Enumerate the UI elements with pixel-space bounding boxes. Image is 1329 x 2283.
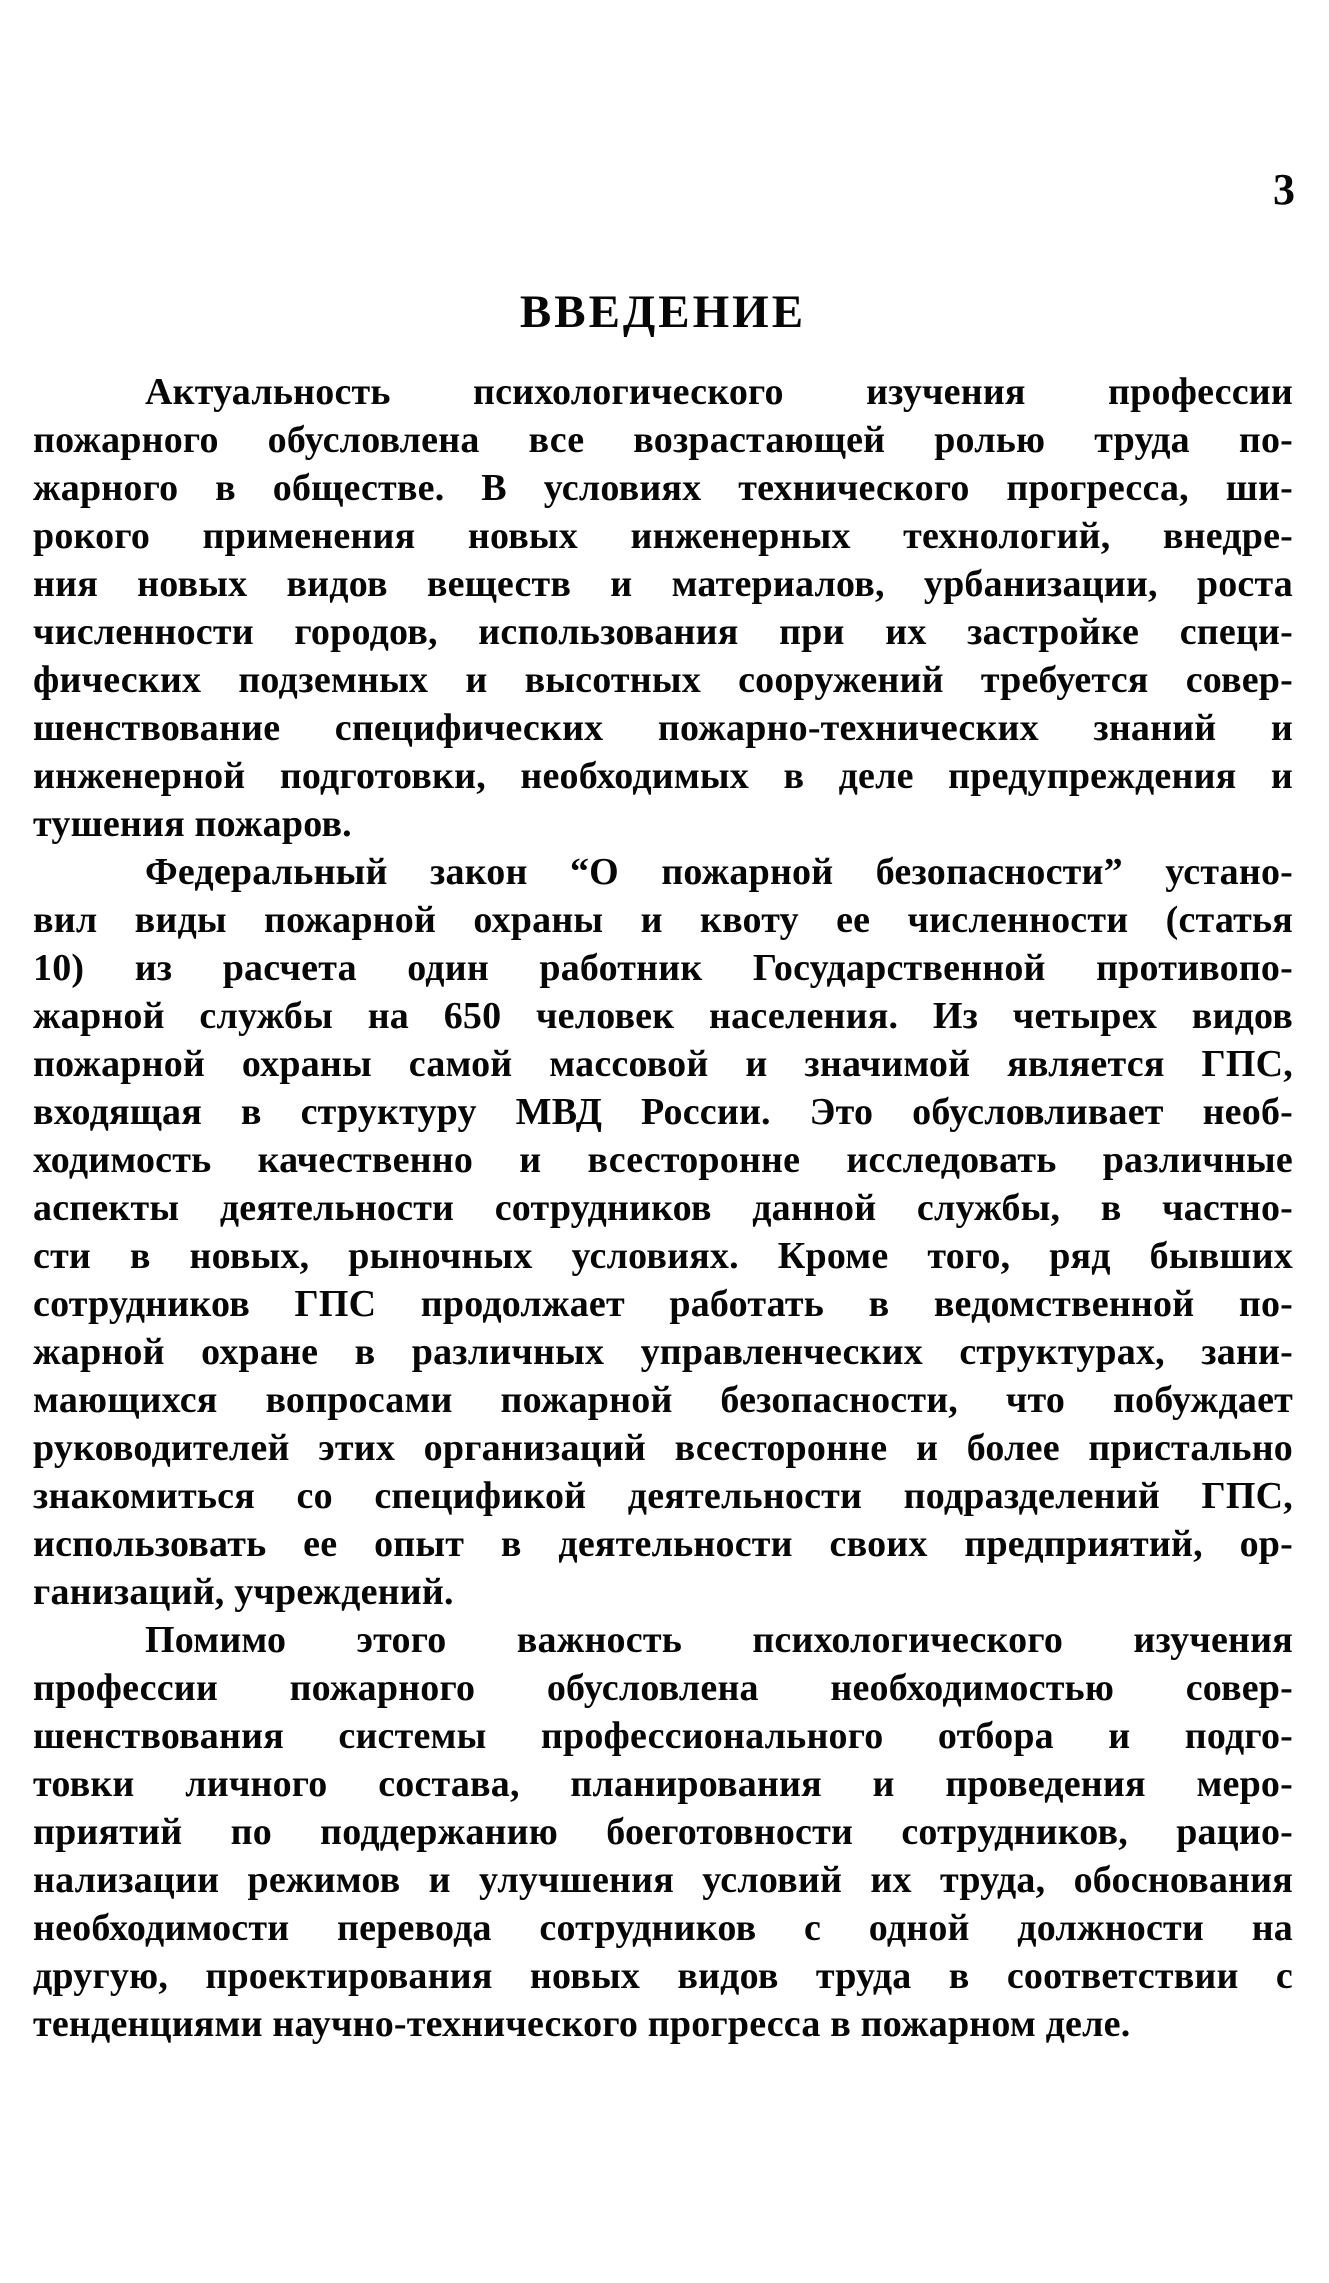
text-line: пожарной охраны самой массовой и значимой является ГПС, [33,1043,1293,1085]
text-line: пожарного обусловлена все возрастающей ролью труда по- [33,419,1293,461]
text-line: использовать ее опыт в деятельности своих предприятий, ор- [33,1523,1293,1565]
text-line: тенденциями научно-технического прогресса в пожарном деле. [33,2003,1131,2045]
text-line: рокого применения новых инженерных технологий, внедре- [33,515,1293,557]
text-line: другую, проектирования новых видов труда в соответствии с [33,1955,1293,1997]
text-line: численности городов, использования при их застройке специ- [33,611,1293,653]
text-line: ганизаций, учреждений. [33,1571,454,1613]
text-line: нализации режимов и улучшения условий их труда, обоснования [33,1859,1293,1901]
text-line: Помимо этого важность психологического изучения [145,1619,1293,1661]
text-line: шенствование специфических пожарно-технических знаний и [33,707,1293,749]
text-line: ходимость качественно и всесторонне исследовать различные [33,1139,1293,1181]
text-line: ния новых видов веществ и материалов, урбанизации, роста [33,563,1293,605]
text-line: аспекты деятельности сотрудников данной службы, в частно- [33,1187,1293,1229]
text-line: знакомиться со спецификой деятельности подразделений ГПС, [33,1475,1293,1517]
paragraph [33,1616,1293,2048]
text-line: вил виды пожарной охраны и квоту ее численности (статья [33,899,1293,941]
text-line: шенствования системы профессионального отбора и подго- [33,1715,1293,1757]
text-line: входящая в структуру МВД России. Это обусловливает необ- [33,1091,1293,1133]
text-line: Актуальность психологического изучения профессии [145,371,1293,413]
paragraph [33,848,1293,1616]
text-line: жарной службы на 650 человек населения. Из четырех видов [33,995,1293,1037]
paragraph [33,368,1293,848]
text-line: мающихся вопросами пожарной безопасности, что побуждает [33,1379,1293,1421]
text-line: жарной охране в различных управленческих структурах, зани- [33,1331,1293,1373]
text-line: необходимости перевода сотрудников с одной должности на [33,1907,1293,1949]
text-line: сотрудников ГПС продолжает работать в ведомственной по- [33,1283,1293,1325]
text-line: фических подземных и высотных сооружений требуется совер- [33,659,1293,701]
text-line: Федеральный закон “О пожарной безопасности” устано- [145,851,1293,893]
text-line: тушения пожаров. [33,803,352,845]
text-line: 10) из расчета один работник Государственной противопо- [33,947,1293,989]
text-line: товки личного состава, планирования и проведения меро- [33,1763,1293,1805]
page-title: ВВЕДЕНИЕ [519,286,807,338]
text-line: сти в новых, рыночных условиях. Кроме того, ряд бывших [33,1235,1293,1277]
text-line: приятий по поддержанию боеготовности сотрудников, рацио- [33,1811,1293,1853]
page-number: 3 [1273,165,1295,214]
text-line: инженерной подготовки, необходимых в деле предупреждения и [33,755,1293,797]
text-line: профессии пожарного обусловлена необходимостью совер- [33,1667,1293,1709]
text-line: руководителей этих организаций всесторонне и более пристально [33,1427,1293,1469]
body-text [33,368,1293,2048]
text-line: жарного в обществе. В условиях технического прогресса, ши- [33,467,1293,509]
